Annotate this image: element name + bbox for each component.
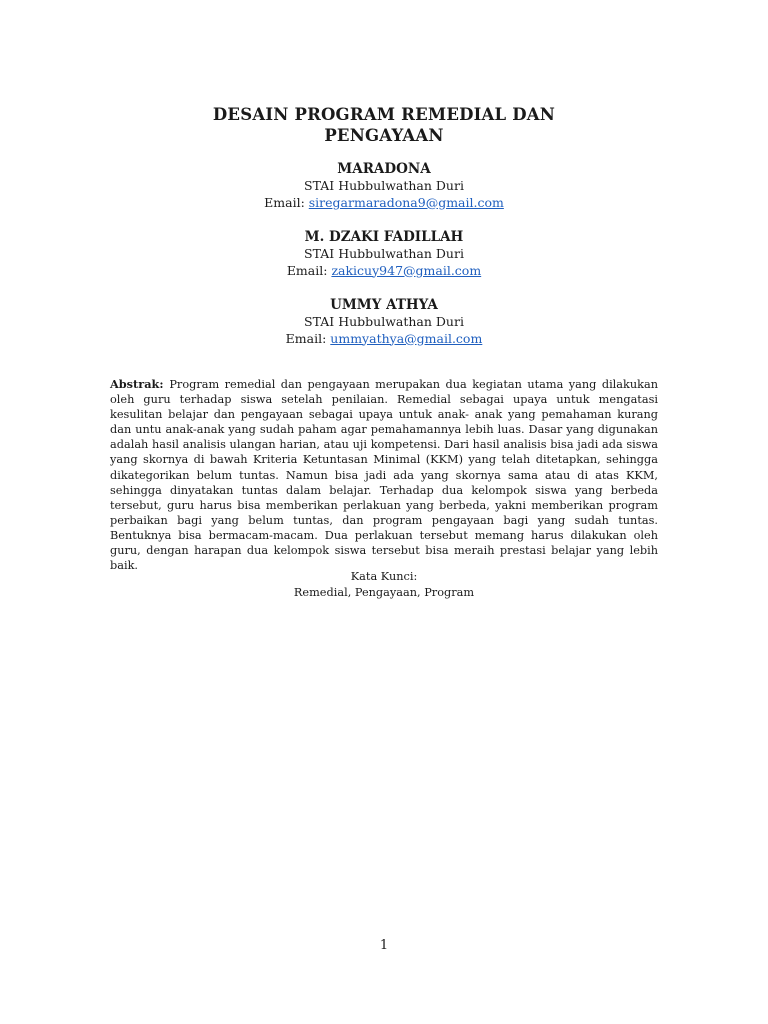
page-number: 1 — [379, 938, 389, 953]
keywords-value: Remedial, Pengayaan, Program — [293, 586, 475, 599]
author-email-line — [0, 195, 768, 212]
keywords — [0, 569, 768, 601]
abstract-text: Program remedial dan pengayaan merupakan dua kegiatan utama yang dilakukan oleh guru terhadap siswa setelah penilaian. Remedial sebagai upaya untuk mengatasi kesulitan belajar dan pengayaan sebagai upaya untuk anak- anak yang pemahaman kurang dan untu anak-anak yang sudah paham agar pemahamannya lebih luas. Dasar yang digunakan adalah hasil analisis ulangan harian, atau uji kompetensi. Dari hasil analisis bisa jadi ada siswa yang skornya di bawah Kriteria Ketuntasan Minimal (KKM) yang telah ditetapkan, sehingga dikategorikan belum tuntas. Namun bisa jadi ada yang skornya sama atau di atas KKM, sehingga dinyatakan tuntas dalam belajar. Terhadap dua kelompok siswa yang berbeda tersebut, guru harus bisa memberikan perlakuan yang berbeda, yakni memberikan program perbaikan bagi yang belum tuntas, dan program pengayaan bagi yang sudah tuntas. Bentuknya bisa bermacam-macam. Dua perlakuan tersebut memang harus dilakukan oleh guru, dengan harapan dua kelompok siswa tersebut bisa meraih prestasi belajar yang lebih baik. — [110, 378, 659, 573]
abstract — [110, 377, 658, 573]
title-line-1: DESAIN PROGRAM REMEDIAL DAN — [212, 105, 556, 124]
email-label: Email: — [286, 262, 332, 278]
author-name: MARADONA — [337, 161, 431, 177]
abstract-label: Abstrak: — [110, 377, 170, 391]
email-label: Email: — [264, 194, 309, 210]
email-link[interactable]: siregarmaradona9@gmail.com — [308, 194, 504, 210]
author-email-line — [0, 331, 768, 348]
email-label: Email: — [285, 330, 331, 346]
author-email-line — [0, 263, 768, 280]
title-line-2: PENGAYAAN — [324, 126, 444, 145]
author-affiliation: STAI Hubbulwathan Duri — [304, 314, 464, 329]
author-block-1 — [0, 161, 768, 211]
paper-title — [0, 104, 768, 146]
author-block-2 — [0, 229, 768, 279]
author-affiliation: STAI Hubbulwathan Duri — [304, 178, 464, 193]
author-affiliation: STAI Hubbulwathan Duri — [304, 246, 464, 261]
author-block-3 — [0, 297, 768, 347]
author-name: M. DZAKI FADILLAH — [304, 229, 464, 245]
author-name: UMMY ATHYA — [330, 297, 438, 313]
keywords-label: Kata Kunci: — [350, 570, 418, 583]
email-link[interactable]: zakicuy947@gmail.com — [331, 262, 482, 278]
email-link[interactable]: ummyathya@gmail.com — [330, 330, 483, 346]
